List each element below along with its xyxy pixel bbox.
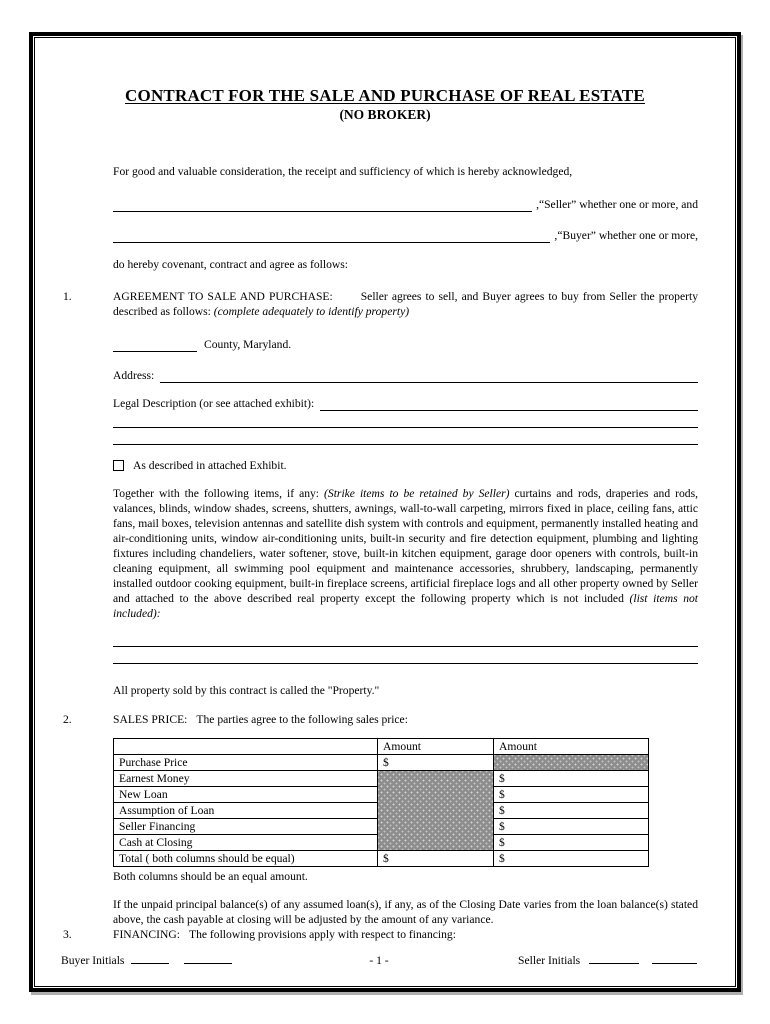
section-2-body: The parties agree to the following sales price: [196,713,408,726]
legal-description-line [113,396,698,411]
property-definition-text: All property sold by this contract is called the "Property." [113,684,380,697]
buyer-initials-label: Buyer Initials [61,954,125,967]
included-items-body: curtains and rods, draperies and rods, valances, blinds, window shades, screens, shutters, awnings, wall-to-wall carpeting, mirrors fixed in place, ceiling fans, attic fans, mail boxes, television antennas and satellite dish system with controls and equipment, permanently installed heating and air-conditioning units, window air-conditioning units, built-in security and fire detection equipment, plumbing and lighting fixtures including chandeliers, water softener, stove, built-in kitchen equipment, garage door openers with controls, built-in cleaning equipment, all swimming pool equipment and maintenance accessories, shrubbery, landscaping, permanently installed outdoor cooking equipment, built-in fireplace screens, artificial fireplace logs and all other property owned by Seller and attached to the above described real property except the following property which is not included [113,487,698,605]
header-amount2-cell: Amount [494,739,649,755]
variance-paragraph: If the unpaid principal balance(s) of any assumed loan(s), if any, as of the Closing Date varies from the loan balance(s) stated above, the cash payable at closing will be adjusted by the amount of any variance. [113,898,698,926]
sales-price-table [113,738,649,867]
section-sales-price [35,712,735,727]
page-frame [29,32,741,992]
buyer-initials-input-2[interactable] [184,952,232,964]
seller-name-input[interactable] [113,199,532,212]
intro-paragraph: For good and valuable consideration, the receipt and sufficiency of which is hereby acknowledged, [113,165,573,178]
page-number: - 1 - [369,954,389,967]
seller-initials-input-1[interactable] [589,952,639,964]
row-label: Cash at Closing [114,835,378,851]
legal-description-input-line3[interactable] [113,428,698,445]
exhibit-check-line [113,458,698,473]
exhibit-checkbox-label: As described in attached Exhibit. [133,459,287,472]
page-footer [61,952,697,968]
row-label: Total ( both columns should be equal) [114,851,378,867]
seller-suffix-text: ,“Seller” whether one or more, and [536,198,698,211]
legal-description-label: Legal Description (or see attached exhibit): [113,397,315,410]
equal-amount-note: Both columns should be an equal amount. [113,870,308,883]
row-label: Seller Financing [114,819,378,835]
shaded-cell [378,771,494,851]
section-1-number: 1. [63,290,72,303]
page-inner-border [34,37,736,987]
purchase-price-amount-cell[interactable]: $ [378,755,494,771]
section-2-heading: SALES PRICE: [113,713,188,726]
table-header-row [114,739,649,755]
legal-description-input-line2[interactable] [113,411,698,428]
list-items-note: (list items not included): [113,592,699,620]
new-loan-amount-cell[interactable]: $ [494,787,649,803]
document-subtitle: (NO BROKER) [339,107,431,122]
row-label: Purchase Price [114,755,378,771]
section-1-body: Seller agrees to sell, and Buyer agrees to buy from Seller the property described as follows: [113,290,699,318]
excluded-items-input-line1[interactable] [113,630,698,647]
section-1-body-italic: (complete adequately to identify property) [213,305,410,318]
document-title: CONTRACT FOR THE SALE AND PURCHASE OF REAL ESTATE [125,86,645,105]
row-label: Earnest Money [114,771,378,787]
seller-financing-amount-cell[interactable]: $ [494,819,649,835]
row-label: New Loan [114,787,378,803]
buyer-name-line [113,228,698,243]
section-financing [35,927,735,942]
total-amount2-cell[interactable]: $ [494,851,649,867]
legal-description-input[interactable] [320,398,698,411]
county-input[interactable] [113,340,197,352]
county-suffix-text: County, Maryland. [204,338,292,351]
address-label: Address: [113,369,155,382]
document-page [35,38,735,986]
section-3-body: The following provisions apply with respect to financing: [189,928,456,941]
earnest-money-amount-cell[interactable]: $ [494,771,649,787]
buyer-initials-input-1[interactable] [131,952,169,964]
header-blank-cell [114,739,378,755]
seller-initials-label: Seller Initials [518,954,581,967]
header-amount1-cell: Amount [378,739,494,755]
section-1-heading: AGREEMENT TO SALE AND PURCHASE: [113,290,333,303]
section-agreement [35,289,735,319]
table-row [114,851,649,867]
table-row [114,755,649,771]
buyer-suffix-text: ,“Buyer” whether one or more, [554,229,698,242]
address-line [113,368,698,383]
seller-initials-input-2[interactable] [652,952,697,964]
table-row [114,771,649,787]
excluded-items-input-line2[interactable] [113,647,698,664]
seller-name-line [113,197,698,212]
row-label: Assumption of Loan [114,803,378,819]
total-amount1-cell[interactable]: $ [378,851,494,867]
covenant-text: do hereby covenant, contract and agree as follows: [113,258,348,271]
shaded-cell [494,755,649,771]
strike-items-note: (Strike items to be retained by Seller) [324,487,510,500]
buyer-name-input[interactable] [113,230,550,243]
section-3-heading: FINANCING: [113,928,180,941]
exhibit-checkbox[interactable] [113,460,124,471]
section-3-number: 3. [63,928,72,941]
included-items-prefix: Together with the following items, if any: [113,487,325,500]
section-2-number: 2. [63,713,72,726]
cash-at-closing-amount-cell[interactable]: $ [494,835,649,851]
county-line [113,337,698,352]
address-input[interactable] [160,370,698,383]
included-items-paragraph [113,486,698,621]
assumption-of-loan-amount-cell[interactable]: $ [494,803,649,819]
